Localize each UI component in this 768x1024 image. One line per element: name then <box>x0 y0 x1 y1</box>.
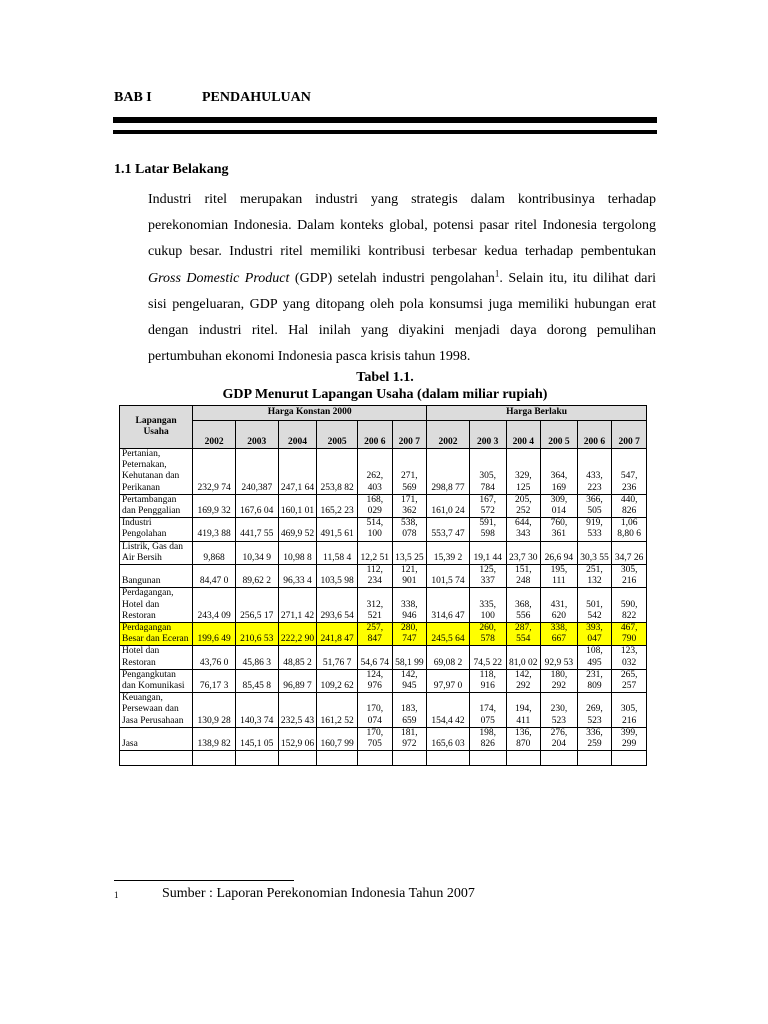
cell-constant: 170, 705 <box>357 727 392 750</box>
table-row <box>120 623 647 646</box>
cell-current: 329, 125 <box>506 449 541 495</box>
cell-constant: 441,7 55 <box>235 518 278 541</box>
cell-constant: 138,9 82 <box>193 727 236 750</box>
cell-constant: 232,9 74 <box>193 449 236 495</box>
cell-current: 336, 259 <box>577 727 612 750</box>
cell-constant: 85,45 8 <box>235 669 278 692</box>
cell-current: 151, 248 <box>506 565 541 588</box>
empty-cell <box>317 751 358 766</box>
cell-current: 314,6 47 <box>427 588 470 623</box>
cell-current: 34,7 26 <box>612 541 647 564</box>
year-header-current: 200 6 <box>577 421 612 449</box>
cell-constant: 10,98 8 <box>278 541 317 564</box>
cell-current: 19,1 44 <box>469 541 506 564</box>
cell-constant: 51,76 7 <box>317 646 358 669</box>
cell-current: 30,3 55 <box>577 541 612 564</box>
cell-constant: 491,5 61 <box>317 518 358 541</box>
cell-constant: 112, 234 <box>357 565 392 588</box>
cell-constant: 76,17 3 <box>193 669 236 692</box>
empty-cell <box>235 751 278 766</box>
empty-cell <box>506 751 541 766</box>
cell-constant: 280, 747 <box>392 623 427 646</box>
cell-constant: 140,3 74 <box>235 693 278 728</box>
cell-current: 644, 343 <box>506 518 541 541</box>
paragraph-text-2: (GDP) setelah industri pengolahan <box>289 270 495 286</box>
group-header-current: Harga Berlaku <box>427 406 647 421</box>
empty-cell <box>427 751 470 766</box>
cell-constant: 168, 029 <box>357 494 392 517</box>
table-caption-title: GDP Menurut Lapangan Usaha (dalam miliar rupiah) <box>222 387 548 402</box>
empty-cell <box>120 751 193 766</box>
cell-current: 553,7 47 <box>427 518 470 541</box>
paragraph-text-1: Industri ritel merupakan industri yang strategis dalam kontribusinya terhadap perekonomian Indonesia. Dalam konteks global, potensi pasar ritel Indonesia tergolong cukup besar. Industri ritel memiliki kontribusi terbesar kedua terhadap pembentukan <box>148 192 656 260</box>
cell-current: 501, 542 <box>577 588 612 623</box>
empty-cell <box>541 751 578 766</box>
year-header-current: 200 3 <box>469 421 506 449</box>
cell-current: 1,06 8,80 6 <box>612 518 647 541</box>
heading-rule-thick <box>113 117 657 123</box>
year-header-constant: 200 7 <box>392 421 427 449</box>
cell-constant: 160,7 99 <box>317 727 358 750</box>
cell-current: 69,08 2 <box>427 646 470 669</box>
cell-current: 194, 411 <box>506 693 541 728</box>
cell-current: 335, 100 <box>469 588 506 623</box>
cell-constant: 96,89 7 <box>278 669 317 692</box>
cell-current: 125, 337 <box>469 565 506 588</box>
cell-constant: 160,1 01 <box>278 494 317 517</box>
row-label: Hotel dan Restoran <box>120 646 193 669</box>
cell-constant: 9,868 <box>193 541 236 564</box>
cell-constant: 11,58 4 <box>317 541 358 564</box>
cell-constant: 222,2 90 <box>278 623 317 646</box>
empty-cell <box>357 751 392 766</box>
gdp-table <box>119 405 647 766</box>
cell-current: 547, 236 <box>612 449 647 495</box>
cell-constant: 210,6 53 <box>235 623 278 646</box>
cell-constant: 43,76 0 <box>193 646 236 669</box>
cell-constant: 183, 659 <box>392 693 427 728</box>
cell-constant: 241,8 47 <box>317 623 358 646</box>
table-row <box>120 541 647 564</box>
cell-current: 195, 111 <box>541 565 578 588</box>
cell-current: 433, 223 <box>577 449 612 495</box>
row-label: Pengangkutan dan Komunikasi <box>120 669 193 692</box>
empty-cell <box>278 751 317 766</box>
cell-constant: 89,62 2 <box>235 565 278 588</box>
footnote-text: Sumber : Laporan Perekonomian Indonesia Tahun 2007 <box>162 886 475 901</box>
cell-current: 265, 257 <box>612 669 647 692</box>
chapter-title: PENDAHULUAN <box>202 90 311 105</box>
cell-constant: 262, 403 <box>357 449 392 495</box>
cell-current: 364, 169 <box>541 449 578 495</box>
cell-constant: 54,6 74 <box>357 646 392 669</box>
cell-current: 15,39 2 <box>427 541 470 564</box>
cell-current: 74,5 22 <box>469 646 506 669</box>
cell-current: 118, 916 <box>469 669 506 692</box>
cell-constant: 293,6 54 <box>317 588 358 623</box>
cell-current: 174, 075 <box>469 693 506 728</box>
cell-current: 161,0 24 <box>427 494 470 517</box>
cell-constant: 145,1 05 <box>235 727 278 750</box>
table-row <box>120 669 647 692</box>
empty-cell <box>469 751 506 766</box>
cell-constant: 514, 100 <box>357 518 392 541</box>
table-row <box>120 518 647 541</box>
year-header-current: 2002 <box>427 421 470 449</box>
cell-current: 142, 292 <box>506 669 541 692</box>
body-paragraph <box>148 187 656 370</box>
table-row <box>120 588 647 623</box>
row-label: Jasa <box>120 727 193 750</box>
year-header-constant: 2004 <box>278 421 317 449</box>
cell-constant: 170, 074 <box>357 693 392 728</box>
cell-constant: 130,9 28 <box>193 693 236 728</box>
cell-constant: 13,5 25 <box>392 541 427 564</box>
empty-cell <box>577 751 612 766</box>
paragraph-text-3: . Selain itu, itu dilihat dari sisi pengeluaran, GDP yang ditopang oleh pola konsumsi juga memiliki hubungan erat dengan industri ritel. Hal inilah yang diyakini menjadi daya dorong pemulihan pertumbuhan ekonomi Indonesia pasca krisis tahun 1998. <box>148 270 657 365</box>
cell-current: 305, 216 <box>612 565 647 588</box>
cell-current: 136, 870 <box>506 727 541 750</box>
cell-constant: 181, 972 <box>392 727 427 750</box>
row-label: Industri Pengolahan <box>120 518 193 541</box>
chapter-number: BAB I <box>114 90 152 105</box>
cell-current: 399, 299 <box>612 727 647 750</box>
cell-constant: 167,6 04 <box>235 494 278 517</box>
empty-cell <box>392 751 427 766</box>
row-label: Pertambangan dan Penggalian <box>120 494 193 517</box>
cell-constant: 538, 078 <box>392 518 427 541</box>
cell-current: 309, 014 <box>541 494 578 517</box>
footnote-mark: 1 <box>114 890 119 900</box>
table-row <box>120 693 647 728</box>
row-label: Keuangan, Persewaan dan Jasa Perusahaan <box>120 693 193 728</box>
cell-current: 298,8 77 <box>427 449 470 495</box>
cell-constant: 124, 976 <box>357 669 392 692</box>
paragraph-italic-term: Gross Domestic Product <box>148 270 290 286</box>
cell-current: 230, 523 <box>541 693 578 728</box>
cell-constant: 10,34 9 <box>235 541 278 564</box>
year-header-constant: 2002 <box>193 421 236 449</box>
table-row <box>120 449 647 495</box>
cell-constant: 96,33 4 <box>278 565 317 588</box>
cell-current: 92,9 53 <box>541 646 578 669</box>
cell-constant: 152,9 06 <box>278 727 317 750</box>
cell-constant: 103,5 98 <box>317 565 358 588</box>
table-row <box>120 646 647 669</box>
cell-constant: 419,3 88 <box>193 518 236 541</box>
row-label: Pertanian, Peternakan, Kehutanan dan Perikanan <box>120 449 193 495</box>
cell-current: 123, 032 <box>612 646 647 669</box>
cell-current: 287, 554 <box>506 623 541 646</box>
cell-current: 205, 252 <box>506 494 541 517</box>
cell-constant: 199,6 49 <box>193 623 236 646</box>
cell-constant: 169,9 32 <box>193 494 236 517</box>
cell-current: 431, 620 <box>541 588 578 623</box>
row-label: Bangunan <box>120 565 193 588</box>
cell-constant: 171, 362 <box>392 494 427 517</box>
cell-current: 368, 556 <box>506 588 541 623</box>
cell-constant: 121, 901 <box>392 565 427 588</box>
cell-current: 467, 790 <box>612 623 647 646</box>
cell-constant: 469,9 52 <box>278 518 317 541</box>
cell-current: 23,7 30 <box>506 541 541 564</box>
row-label: Perdagangan Besar dan Eceran <box>120 623 193 646</box>
year-header-current: 200 5 <box>541 421 578 449</box>
row-label: Listrik, Gas dan Air Bersih <box>120 541 193 564</box>
year-header-current: 200 4 <box>506 421 541 449</box>
cell-current: 101,5 74 <box>427 565 470 588</box>
cell-current: 366, 505 <box>577 494 612 517</box>
year-header-current: 200 7 <box>612 421 647 449</box>
cell-constant: 142, 945 <box>392 669 427 692</box>
year-header-constant: 2003 <box>235 421 278 449</box>
cell-current: 198, 826 <box>469 727 506 750</box>
footnote-separator <box>114 880 294 881</box>
cell-current: 305, 784 <box>469 449 506 495</box>
cell-current: 276, 204 <box>541 727 578 750</box>
cell-current: 760, 361 <box>541 518 578 541</box>
cell-current: 393, 047 <box>577 623 612 646</box>
cell-current: 260, 578 <box>469 623 506 646</box>
cell-constant: 84,47 0 <box>193 565 236 588</box>
cell-constant: 256,5 17 <box>235 588 278 623</box>
cell-current: 269, 523 <box>577 693 612 728</box>
group-header-constant: Harga Konstan 2000 <box>193 406 427 421</box>
cell-current: 590, 822 <box>612 588 647 623</box>
cell-current: 591, 598 <box>469 518 506 541</box>
table-row <box>120 727 647 750</box>
column-header-lapangan-usaha: Lapangan Usaha <box>120 406 193 449</box>
cell-current: 97,97 0 <box>427 669 470 692</box>
year-header-constant: 200 6 <box>357 421 392 449</box>
section-heading: 1.1 Latar Belakang <box>114 162 229 177</box>
cell-current: 108, 495 <box>577 646 612 669</box>
heading-rule-thin <box>113 130 657 134</box>
cell-constant: 232,5 43 <box>278 693 317 728</box>
cell-constant: 240,387 <box>235 449 278 495</box>
empty-row <box>120 751 647 766</box>
footnote-reference[interactable]: 1 <box>494 267 500 278</box>
cell-constant: 271,1 42 <box>278 588 317 623</box>
cell-constant: 58,1 99 <box>392 646 427 669</box>
cell-constant: 257, 847 <box>357 623 392 646</box>
cell-constant: 312, 521 <box>357 588 392 623</box>
cell-current: 165,6 03 <box>427 727 470 750</box>
cell-current: 154,4 42 <box>427 693 470 728</box>
cell-current: 338, 667 <box>541 623 578 646</box>
cell-current: 167, 572 <box>469 494 506 517</box>
cell-constant: 247,1 64 <box>278 449 317 495</box>
cell-current: 305, 216 <box>612 693 647 728</box>
empty-cell <box>193 751 236 766</box>
cell-constant: 243,4 09 <box>193 588 236 623</box>
cell-current: 26,6 94 <box>541 541 578 564</box>
cell-current: 81,0 02 <box>506 646 541 669</box>
cell-constant: 45,86 3 <box>235 646 278 669</box>
year-header-constant: 2005 <box>317 421 358 449</box>
cell-constant: 253,8 82 <box>317 449 358 495</box>
cell-constant: 271, 569 <box>392 449 427 495</box>
cell-current: 251, 132 <box>577 565 612 588</box>
cell-constant: 12,2 51 <box>357 541 392 564</box>
cell-constant: 165,2 23 <box>317 494 358 517</box>
cell-current: 919, 533 <box>577 518 612 541</box>
cell-constant: 48,85 2 <box>278 646 317 669</box>
cell-constant: 338, 946 <box>392 588 427 623</box>
table-row <box>120 494 647 517</box>
cell-current: 180, 292 <box>541 669 578 692</box>
empty-cell <box>612 751 647 766</box>
cell-current: 231, 809 <box>577 669 612 692</box>
table-caption-number: Tabel 1.1. <box>356 370 414 385</box>
cell-constant: 161,2 52 <box>317 693 358 728</box>
row-label: Perdagangan, Hotel dan Restoran <box>120 588 193 623</box>
cell-constant: 109,2 62 <box>317 669 358 692</box>
cell-current: 245,5 64 <box>427 623 470 646</box>
table-row <box>120 565 647 588</box>
cell-current: 440, 826 <box>612 494 647 517</box>
